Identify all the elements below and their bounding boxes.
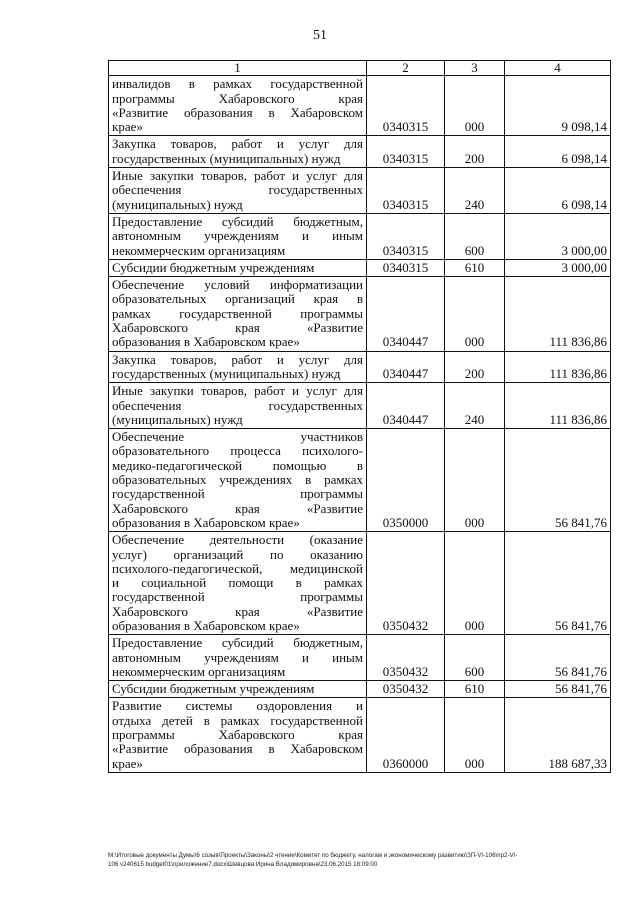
description-line: психолого-педагогической, медицинской <box>112 560 363 576</box>
description-line: образования в Хабаровском крае» <box>112 617 300 633</box>
row-expense-type: 610 <box>445 681 505 698</box>
row-amount: 6 098,14 <box>505 136 611 168</box>
row-target-code: 0340447 <box>367 277 445 351</box>
row-expense-type: 200 <box>445 351 505 383</box>
description-line: образования в Хабаровском крае» <box>112 334 300 350</box>
row-target-code: 0340315 <box>367 259 445 276</box>
row-amount: 56 841,76 <box>505 681 611 698</box>
row-expense-type: 200 <box>445 136 505 168</box>
description-line: инвалидов в рамках государственной <box>112 76 363 92</box>
column-header-description: 1 <box>109 61 367 76</box>
row-target-code: 0340315 <box>367 136 445 168</box>
description-line: крае» <box>112 755 143 771</box>
description-line: Хабаровского края «Развитие <box>112 320 363 336</box>
description-line: образовательных организаций края в <box>112 291 363 307</box>
description-line: Предоставление субсидий бюджетным, <box>112 213 363 229</box>
row-description <box>109 136 367 168</box>
document-footer <box>108 851 613 869</box>
row-expense-type: 000 <box>445 532 505 635</box>
description-line: образовательного процесса психолого- <box>112 443 363 459</box>
description-line: Развитие системы оздоровления и <box>112 698 363 714</box>
row-description <box>109 635 367 681</box>
description-line: Хабаровского края «Развитие <box>112 603 363 619</box>
description-line: Субсидии бюджетным учреждениям <box>112 259 315 275</box>
row-description <box>109 698 367 772</box>
row-amount: 111 836,86 <box>505 277 611 351</box>
budget-table <box>108 60 611 773</box>
row-description <box>109 213 367 259</box>
description-line: Закупка товаров, работ и услуг для <box>112 136 363 152</box>
row-description <box>109 168 367 214</box>
description-line: «Развитие образования в Хабаровском <box>112 741 363 757</box>
description-line: Обеспечение участников <box>112 429 363 445</box>
description-line: государственных (муниципальных) нужд <box>112 150 341 166</box>
row-expense-type: 240 <box>445 168 505 214</box>
row-description <box>109 383 367 429</box>
row-amount: 56 841,76 <box>505 429 611 532</box>
table-row <box>109 213 611 259</box>
description-line: Субсидии бюджетным учреждениям <box>112 681 315 697</box>
description-line: государственных (муниципальных) нужд <box>112 365 341 381</box>
description-line: крае» <box>112 119 143 135</box>
row-description <box>109 259 367 276</box>
description-line: Иные закупки товаров, работ и услуг для <box>112 383 363 399</box>
table-row <box>109 136 611 168</box>
row-target-code: 0360000 <box>367 698 445 772</box>
row-target-code: 0350432 <box>367 681 445 698</box>
row-target-code: 0350432 <box>367 532 445 635</box>
description-line: программы Хабаровского края <box>112 90 363 106</box>
row-expense-type: 000 <box>445 429 505 532</box>
row-amount: 3 000,00 <box>505 213 611 259</box>
description-line: государственной программы <box>112 589 363 605</box>
row-amount: 56 841,76 <box>505 532 611 635</box>
description-line: Обеспечение деятельности (оказание <box>112 532 363 548</box>
description-line: некоммерческим организациям <box>112 663 286 679</box>
description-line: Хабаровского края «Развитие <box>112 500 363 516</box>
table-row <box>109 532 611 635</box>
row-description <box>109 532 367 635</box>
row-target-code: 0340447 <box>367 383 445 429</box>
column-header-amount: 4 <box>505 61 611 76</box>
table-row <box>109 681 611 698</box>
table-header-row <box>109 61 611 76</box>
column-header-expense-type: 3 <box>445 61 505 76</box>
row-amount: 111 836,86 <box>505 351 611 383</box>
description-line: Обеспечение условий информатизации <box>112 277 363 293</box>
description-line: программы Хабаровского края <box>112 727 363 743</box>
table-body <box>109 76 611 773</box>
table-row <box>109 635 611 681</box>
row-expense-type: 000 <box>445 698 505 772</box>
row-description <box>109 277 367 351</box>
footer-path-line-1: M:\Итоговые документы Думы\6 созыв\Проекты\Законы\2 чтение\Комитет по бюджету, налогам и экономическому развитию\ЗП-VI-106\пр2-VI- <box>108 852 518 859</box>
row-amount: 111 836,86 <box>505 383 611 429</box>
description-line: обеспечения государственных <box>112 397 363 413</box>
row-target-code: 0340315 <box>367 168 445 214</box>
description-line: государственной программы <box>112 486 363 502</box>
row-expense-type: 240 <box>445 383 505 429</box>
description-line: некоммерческим организациям <box>112 242 286 258</box>
row-expense-type: 600 <box>445 213 505 259</box>
row-amount: 188 687,33 <box>505 698 611 772</box>
row-amount: 9 098,14 <box>505 76 611 136</box>
page-number: 51 <box>313 28 327 43</box>
row-expense-type: 610 <box>445 259 505 276</box>
row-description <box>109 429 367 532</box>
description-line: рамках государственной программы <box>112 305 363 321</box>
table-row <box>109 277 611 351</box>
description-line: обеспечения государственных <box>112 182 363 198</box>
table-row <box>109 168 611 214</box>
column-header-target-code: 2 <box>367 61 445 76</box>
row-amount: 56 841,76 <box>505 635 611 681</box>
row-description <box>109 76 367 136</box>
row-target-code: 0350432 <box>367 635 445 681</box>
description-line: (муниципальных) нужд <box>112 196 243 212</box>
row-description <box>109 351 367 383</box>
table-row <box>109 383 611 429</box>
description-line: автономным учреждениям и иным <box>112 228 363 244</box>
description-line: и социальной помощи в рамках <box>112 575 363 591</box>
row-target-code: 0340315 <box>367 213 445 259</box>
description-line: автономным учреждениям и иным <box>112 649 363 665</box>
description-line: Закупка товаров, работ и услуг для <box>112 351 363 367</box>
row-expense-type: 000 <box>445 76 505 136</box>
row-target-code: 0340315 <box>367 76 445 136</box>
row-amount: 6 098,14 <box>505 168 611 214</box>
row-expense-type: 000 <box>445 277 505 351</box>
description-line: образовательных учреждениях в рамках <box>112 472 363 488</box>
description-line: образования в Хабаровском крае» <box>112 514 300 530</box>
row-expense-type: 600 <box>445 635 505 681</box>
description-line: отдыха детей в рамках государственной <box>112 712 363 728</box>
description-line: медико-педагогической помощью в <box>112 457 363 473</box>
row-amount: 3 000,00 <box>505 259 611 276</box>
description-line: Предоставление субсидий бюджетным, <box>112 635 363 651</box>
table-row <box>109 429 611 532</box>
footer-path-line-2: 106 v240615 budget01\приложение7.docx\Шевцова Ирина Владимировна\23.06.2015 18:09:00 <box>108 861 378 868</box>
table-row <box>109 351 611 383</box>
row-target-code: 0350000 <box>367 429 445 532</box>
table-row <box>109 698 611 772</box>
description-line: Иные закупки товаров, работ и услуг для <box>112 168 363 184</box>
table-row <box>109 259 611 276</box>
description-line: (муниципальных) нужд <box>112 411 243 427</box>
row-description <box>109 681 367 698</box>
description-line: «Развитие образования в Хабаровском <box>112 104 363 120</box>
table-row <box>109 76 611 136</box>
description-line: услуг) организаций по оказанию <box>112 546 363 562</box>
row-target-code: 0340447 <box>367 351 445 383</box>
